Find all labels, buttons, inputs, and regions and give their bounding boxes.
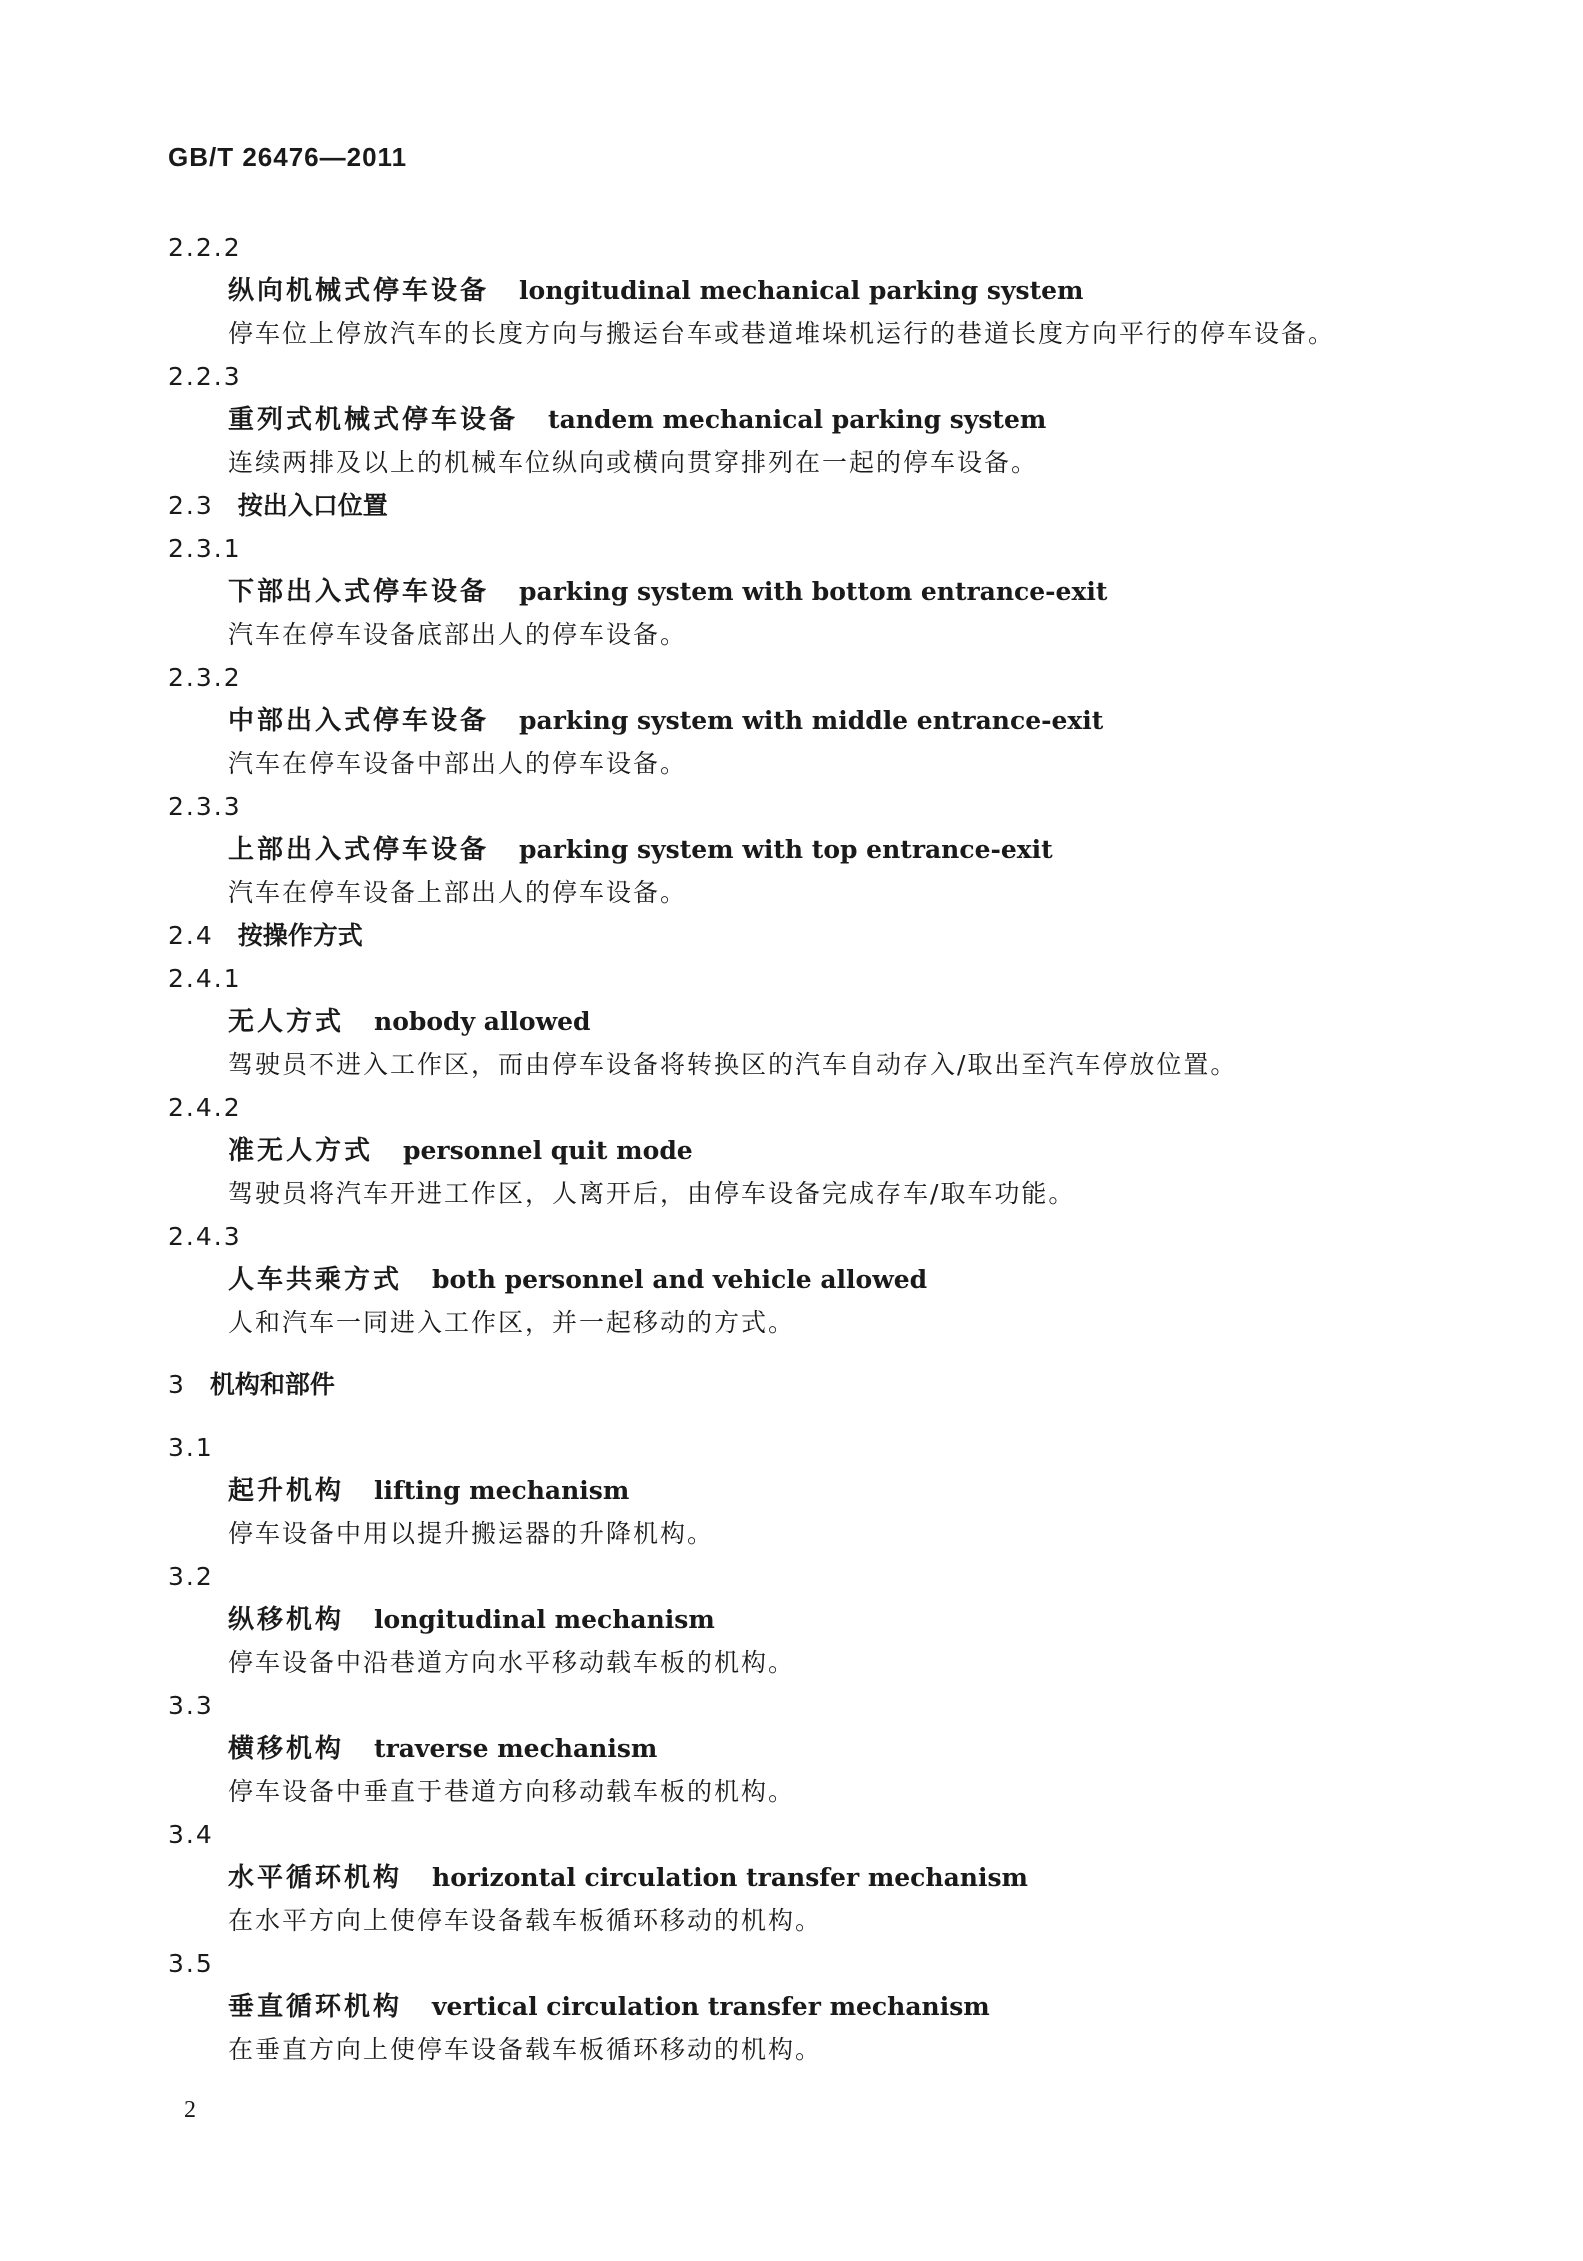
term-number: 3.2 xyxy=(168,1562,214,1591)
term-entry xyxy=(228,1860,1028,1896)
term-number: 2.2.2 xyxy=(168,233,242,262)
term-english: parking system with bottom entrance-exit xyxy=(519,577,1108,606)
term-number: 3.1 xyxy=(168,1433,214,1462)
term-chinese: 起升机构 xyxy=(228,1476,345,1506)
term-english: longitudinal mechanical parking system xyxy=(519,276,1084,305)
term-english: vertical circulation transfer mechanism xyxy=(432,1992,990,2021)
term-chinese: 中部出入式停车设备 xyxy=(228,706,490,736)
section-number: 3 xyxy=(168,1370,186,1399)
section-number: 2.3 xyxy=(168,491,214,520)
section-title: 按出入口位置 xyxy=(237,491,388,520)
term-chinese: 垂直循环机构 xyxy=(228,1992,403,2022)
term-definition: 停车位上停放汽车的长度方向与搬运台车或巷道堆垛机运行的巷道长度方向平行的停车设备。 xyxy=(228,319,1336,348)
term-chinese: 准无人方式 xyxy=(228,1136,374,1166)
term-chinese: 纵移机构 xyxy=(228,1605,345,1635)
term-definition: 在垂直方向上使停车设备载车板循环移动的机构。 xyxy=(228,2035,823,2064)
term-entry xyxy=(228,1004,591,1040)
term-definition: 汽车在停车设备中部出人的停车设备。 xyxy=(228,749,688,778)
term-english: parking system with middle entrance-exit xyxy=(519,706,1104,735)
section-title: 按操作方式 xyxy=(237,921,363,950)
term-definition: 停车设备中垂直于巷道方向移动载车板的机构。 xyxy=(228,1777,796,1806)
term-english: nobody allowed xyxy=(374,1007,591,1036)
term-chinese: 水平循环机构 xyxy=(228,1863,403,1893)
section-number: 2.4 xyxy=(168,921,214,950)
term-entry xyxy=(228,1602,715,1638)
term-entry xyxy=(228,574,1107,610)
term-number: 2.3.2 xyxy=(168,663,242,692)
term-entry xyxy=(228,1989,990,2025)
term-number: 2.4.1 xyxy=(168,964,242,993)
term-number: 2.3.1 xyxy=(168,534,242,563)
term-definition: 连续两排及以上的机械车位纵向或横向贯穿排列在一起的停车设备。 xyxy=(228,448,1039,477)
term-number: 3.5 xyxy=(168,1949,214,1978)
term-number: 2.3.3 xyxy=(168,792,242,821)
term-english: personnel quit mode xyxy=(403,1136,693,1165)
term-entry xyxy=(228,1731,657,1767)
term-entry xyxy=(228,1473,629,1509)
term-number: 3.4 xyxy=(168,1820,214,1849)
term-english: tandem mechanical parking system xyxy=(548,405,1047,434)
term-chinese: 横移机构 xyxy=(228,1734,345,1764)
section-title: 机构和部件 xyxy=(209,1370,335,1399)
term-definition: 汽车在停车设备底部出人的停车设备。 xyxy=(228,620,688,649)
term-entry xyxy=(228,273,1083,309)
term-number: 3.3 xyxy=(168,1691,214,1720)
term-entry xyxy=(228,832,1053,868)
page-number: 2 xyxy=(184,2097,196,2123)
term-english: horizontal circulation transfer mechanism xyxy=(432,1863,1028,1892)
term-chinese: 人车共乘方式 xyxy=(228,1265,403,1295)
term-definition: 汽车在停车设备上部出人的停车设备。 xyxy=(228,878,688,907)
term-chinese: 无人方式 xyxy=(228,1007,345,1037)
term-entry xyxy=(228,1262,927,1298)
term-entry xyxy=(228,402,1046,438)
term-definition: 停车设备中沿巷道方向水平移动载车板的机构。 xyxy=(228,1648,796,1677)
term-english: both personnel and vehicle allowed xyxy=(432,1265,928,1294)
term-english: traverse mechanism xyxy=(374,1734,658,1763)
term-chinese: 下部出入式停车设备 xyxy=(228,577,490,607)
section-heading xyxy=(168,918,363,954)
term-number: 2.2.3 xyxy=(168,362,242,391)
term-english: lifting mechanism xyxy=(374,1476,630,1505)
term-english: parking system with top entrance-exit xyxy=(519,835,1053,864)
term-definition: 人和汽车一同进入工作区，并一起移动的方式。 xyxy=(228,1308,796,1337)
term-definition: 驾驶员将汽车开进工作区，人离开后，由停车设备完成存车/取车功能。 xyxy=(228,1179,1076,1208)
term-number: 2.4.3 xyxy=(168,1222,242,1251)
section-heading xyxy=(168,1367,335,1403)
term-definition: 驾驶员不进入工作区，而由停车设备将转换区的汽车自动存入/取出至汽车停放位置。 xyxy=(228,1050,1238,1079)
section-heading xyxy=(168,488,388,524)
standard-code: GB/T 26476—2011 xyxy=(168,142,408,172)
term-entry xyxy=(228,703,1103,739)
term-number: 2.4.2 xyxy=(168,1093,242,1122)
term-english: longitudinal mechanism xyxy=(374,1605,715,1634)
term-chinese: 上部出入式停车设备 xyxy=(228,835,490,865)
term-definition: 在水平方向上使停车设备载车板循环移动的机构。 xyxy=(228,1906,823,1935)
term-chinese: 重列式机械式停车设备 xyxy=(228,405,519,435)
term-chinese: 纵向机械式停车设备 xyxy=(228,276,490,306)
term-entry xyxy=(228,1133,693,1169)
term-definition: 停车设备中用以提升搬运器的升降机构。 xyxy=(228,1519,715,1548)
